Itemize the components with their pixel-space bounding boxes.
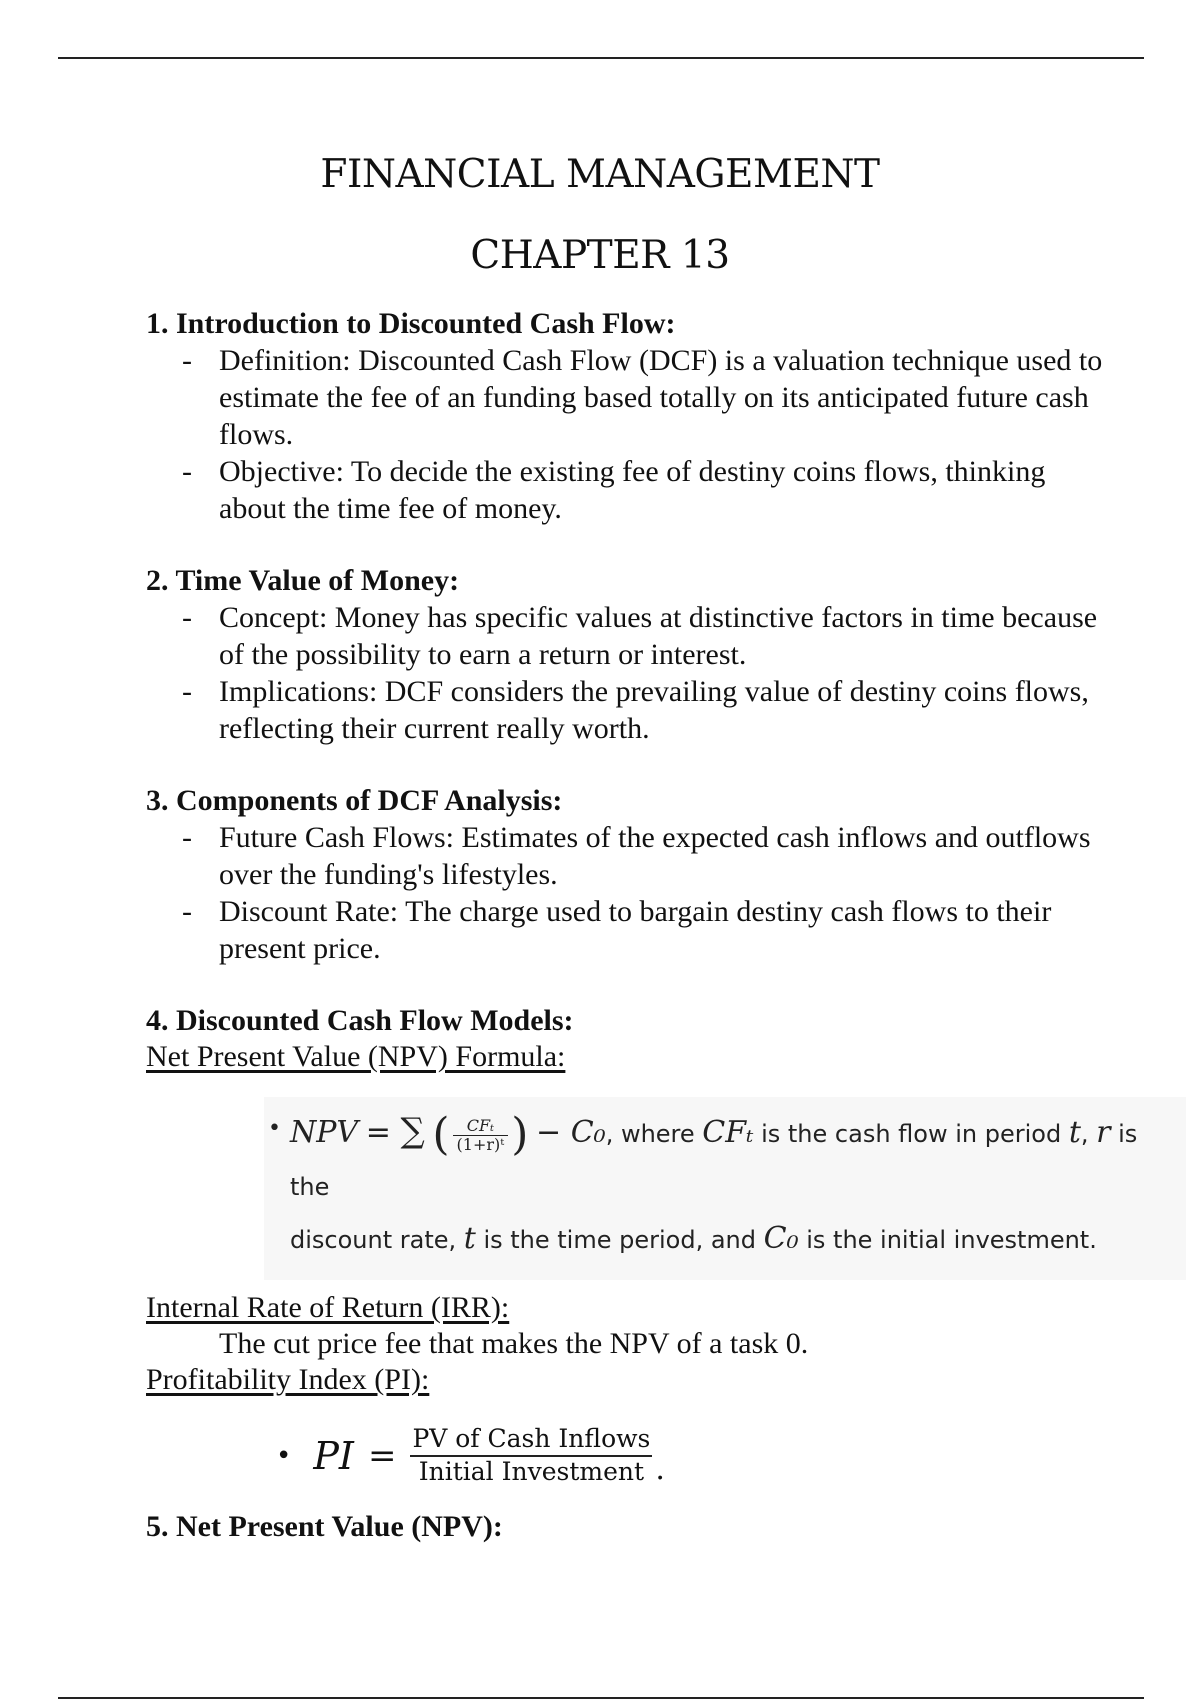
pi-heading: Profitability Index (PI): <box>146 1363 430 1396</box>
bullet-list <box>146 819 1146 967</box>
formula-text: is the cash flow in period <box>753 1120 1069 1148</box>
pi-lhs: PI <box>313 1433 354 1478</box>
section-heading: 5. Net Present Value (NPV): <box>146 1510 503 1543</box>
formula-cf: CFₜ <box>702 1115 754 1150</box>
list-item-text: Discount Rate: The charge used to bargain destiny cash flows to their present price. <box>219 895 1052 965</box>
sigma-icon: ∑ <box>400 1111 425 1151</box>
bullet-list <box>146 342 1146 527</box>
formula-text: is the time period, and <box>475 1226 764 1254</box>
section-npv <box>146 1509 1146 1545</box>
formula-c0: C₀ <box>570 1115 606 1150</box>
formula-text: is the initial investment. <box>798 1226 1097 1254</box>
npv-formula: • NPV = ∑ ( $\frac{\text{CFₜ}}{\text{(1+r)ᵗ}}$ ) − C₀, where CFₜ is the cash flow in period t, r is the discount rate, t is the time period, and C₀ is the initial investment. <box>264 1097 1186 1280</box>
list-item-text: Definition: Discounted Cash Flow (DCF) is a valuation technique used to estimate the fee of an funding based totally on its anticipated future cash flows. <box>219 344 1103 451</box>
bottom-rule <box>58 1697 1144 1699</box>
formula-r: r <box>1096 1115 1111 1150</box>
formula-text: is the <box>290 1120 1138 1201</box>
list-item-text: Objective: To decide the existing fee of destiny coins flows, thinking about the time fee of money. <box>219 455 1046 525</box>
list-item-text: Implications: DCF considers the prevailing value of destiny coins flows, reflecting their current really worth. <box>219 675 1089 745</box>
section-time-value <box>146 563 1146 747</box>
chapter-title: CHAPTER 13 <box>470 233 730 278</box>
list-item: - Objective: To decide the existing fee of destiny coins flows, thinking about the time fee of money. <box>182 455 1046 525</box>
section-components <box>146 783 1146 967</box>
npv-fraction <box>453 1117 509 1154</box>
list-item: - Concept: Money has specific values at distinctive factors in time because of the possibility to earn a return or interest. <box>182 601 1098 671</box>
section-heading: 1. Introduction to Discounted Cash Flow: <box>146 307 676 340</box>
npv-formula-heading: Net Present Value (NPV) Formula: <box>146 1040 566 1073</box>
pi-denominator: Initial Investment <box>418 1457 645 1486</box>
list-item: - Implications: DCF considers the prevailing value of destiny coins flows, reflecting their current really worth. <box>182 675 1089 745</box>
formula-text: discount rate, <box>290 1226 464 1254</box>
npv-denominator: (1+r)ᵗ <box>456 1134 505 1154</box>
list-item-text: Future Cash Flows: Estimates of the expected cash inflows and outflows over the funding's lifestyles. <box>219 821 1091 891</box>
section-dcf-models <box>146 1003 1146 1487</box>
bullet-dot-icon: • <box>276 1440 292 1471</box>
formula-lhs: NPV <box>290 1115 359 1150</box>
pi-numerator: PV of Cash Inflows <box>410 1424 652 1457</box>
list-item: - Discount Rate: The charge used to bargain destiny cash flows to their present price. <box>182 895 1052 965</box>
formula-t: t <box>1068 1115 1081 1150</box>
list-item: - Future Cash Flows: Estimates of the expected cash inflows and outflows over the funding's lifestyles. <box>182 821 1091 891</box>
section-intro-dcf <box>146 306 1146 527</box>
irr-definition: The cut price fee that makes the NPV of a task 0. <box>219 1327 809 1360</box>
section-heading: 2. Time Value of Money: <box>146 564 460 597</box>
section-heading: 3. Components of DCF Analysis: <box>146 784 563 817</box>
bullet-dot-icon: • <box>268 1116 281 1141</box>
formula-t: t <box>463 1221 476 1256</box>
list-item: - Definition: Discounted Cash Flow (DCF) is a valuation technique used to estimate the fee of an funding based totally on its anticipated future cash flows. <box>182 344 1103 451</box>
top-rule <box>58 57 1144 59</box>
pi-formula: • PI = $\frac{\text{PV of Cash Inflows}}{\text{Initial Investment}}$ . <box>276 1424 665 1487</box>
pi-fraction <box>410 1424 652 1487</box>
document-body <box>146 306 1146 1545</box>
bullet-list <box>146 599 1146 747</box>
irr-heading: Internal Rate of Return (IRR): <box>146 1291 510 1324</box>
npv-numerator: CFₜ <box>453 1117 509 1136</box>
formula-text: , where <box>605 1120 703 1148</box>
document-title: FINANCIAL MANAGEMENT <box>320 152 880 197</box>
formula-c0: C₀ <box>763 1221 799 1256</box>
list-item-text: Concept: Money has specific values at distinctive factors in time because of the possibility to earn a return or interest. <box>219 601 1098 671</box>
section-heading: 4. Discounted Cash Flow Models: <box>146 1004 574 1037</box>
